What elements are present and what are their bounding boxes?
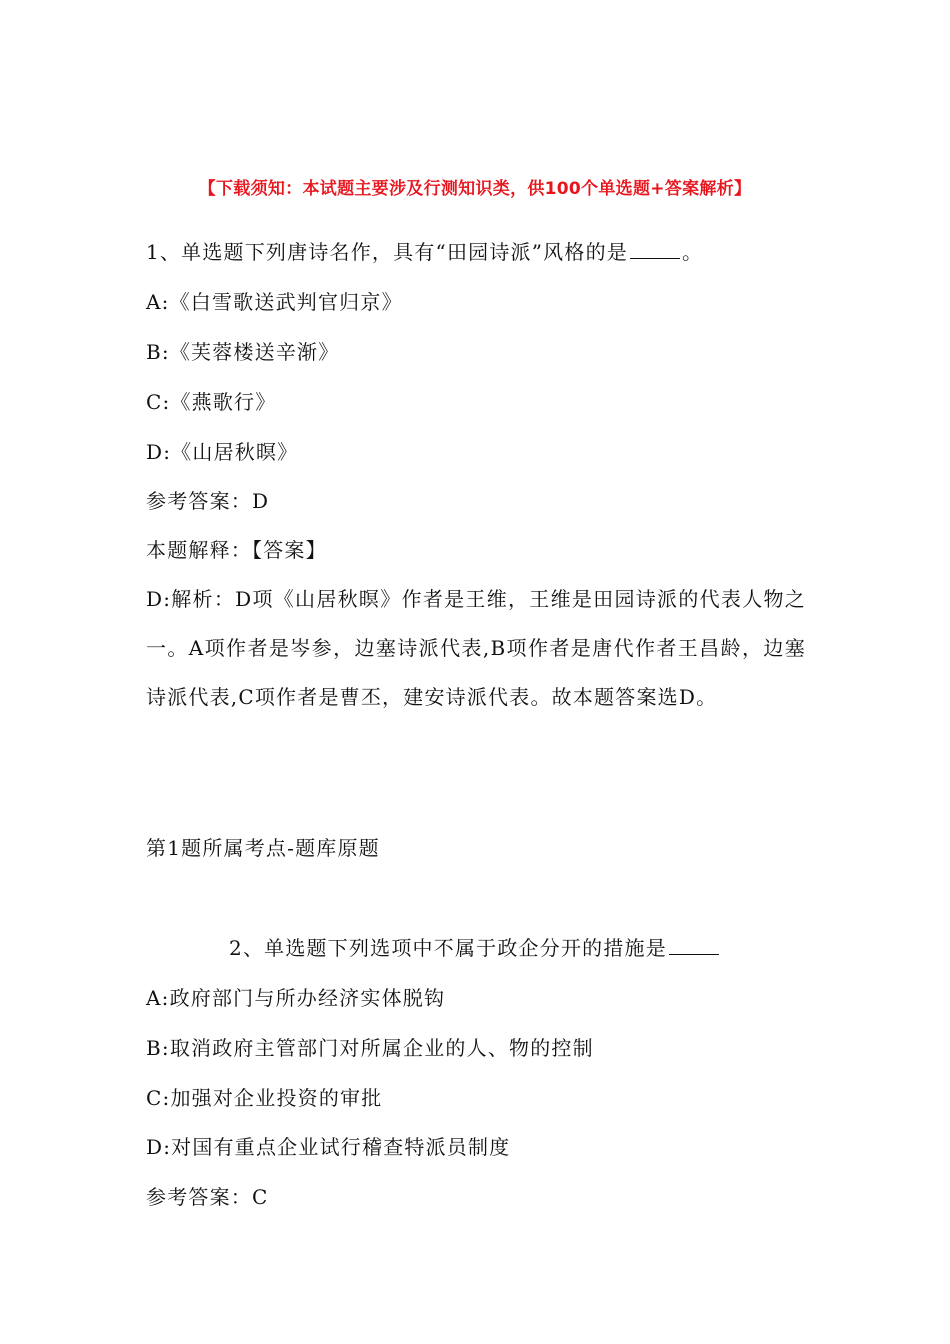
q1-answer: 参考答案：D — [146, 489, 270, 513]
q1-option-b: B:《芙蓉楼送辛渐》 — [146, 340, 340, 364]
q1-source: 第1题所属考点-题库原题 — [146, 836, 380, 860]
q1-option-c: C:《燕歌行》 — [146, 390, 277, 414]
q2-option-b: B:取消政府主管部门对所属企业的人、物的控制 — [146, 1036, 594, 1060]
q1-explain-body: D:解析：D项《山居秋暝》作者是王维，王维是田园诗派的代表人物之一。A项作者是岑参，边塞诗派代表,B项作者是唐代作者王昌龄，边塞诗派代表,C项作者是曹丕，建安诗派代表。故本题答案选D。 — [146, 587, 806, 709]
q2-option-d: D:对国有重点企业试行稽查特派员制度 — [146, 1135, 511, 1159]
q1-stem — [146, 239, 703, 265]
q1-option-a: A:《白雪歌送武判官归京》 — [146, 290, 403, 314]
q1-option-d: D:《山居秋暝》 — [146, 440, 299, 464]
q2-stem-text: 2、单选题下列选项中不属于政企分开的措施是 — [229, 936, 667, 960]
q1-stem-text: 1、单选题下列唐诗名作，具有“田园诗派”风格的是 — [146, 240, 628, 264]
q2-stem — [0, 935, 950, 961]
q2-option-a: A:政府部门与所办经济实体脱钩 — [146, 986, 446, 1010]
q2-option-c: C:加强对企业投资的审批 — [146, 1086, 383, 1110]
q2-answer-blank — [669, 936, 719, 955]
q1-explain-title: 本题解释：【答案】 — [146, 538, 327, 562]
q1-answer-blank — [630, 240, 680, 259]
q1-stem-end: 。 — [681, 240, 704, 264]
download-notice: 【下载须知：本试题主要涉及行测知识类，供100个单选题+答案解析】 — [198, 179, 752, 199]
q2-answer: 参考答案：C — [146, 1185, 269, 1209]
